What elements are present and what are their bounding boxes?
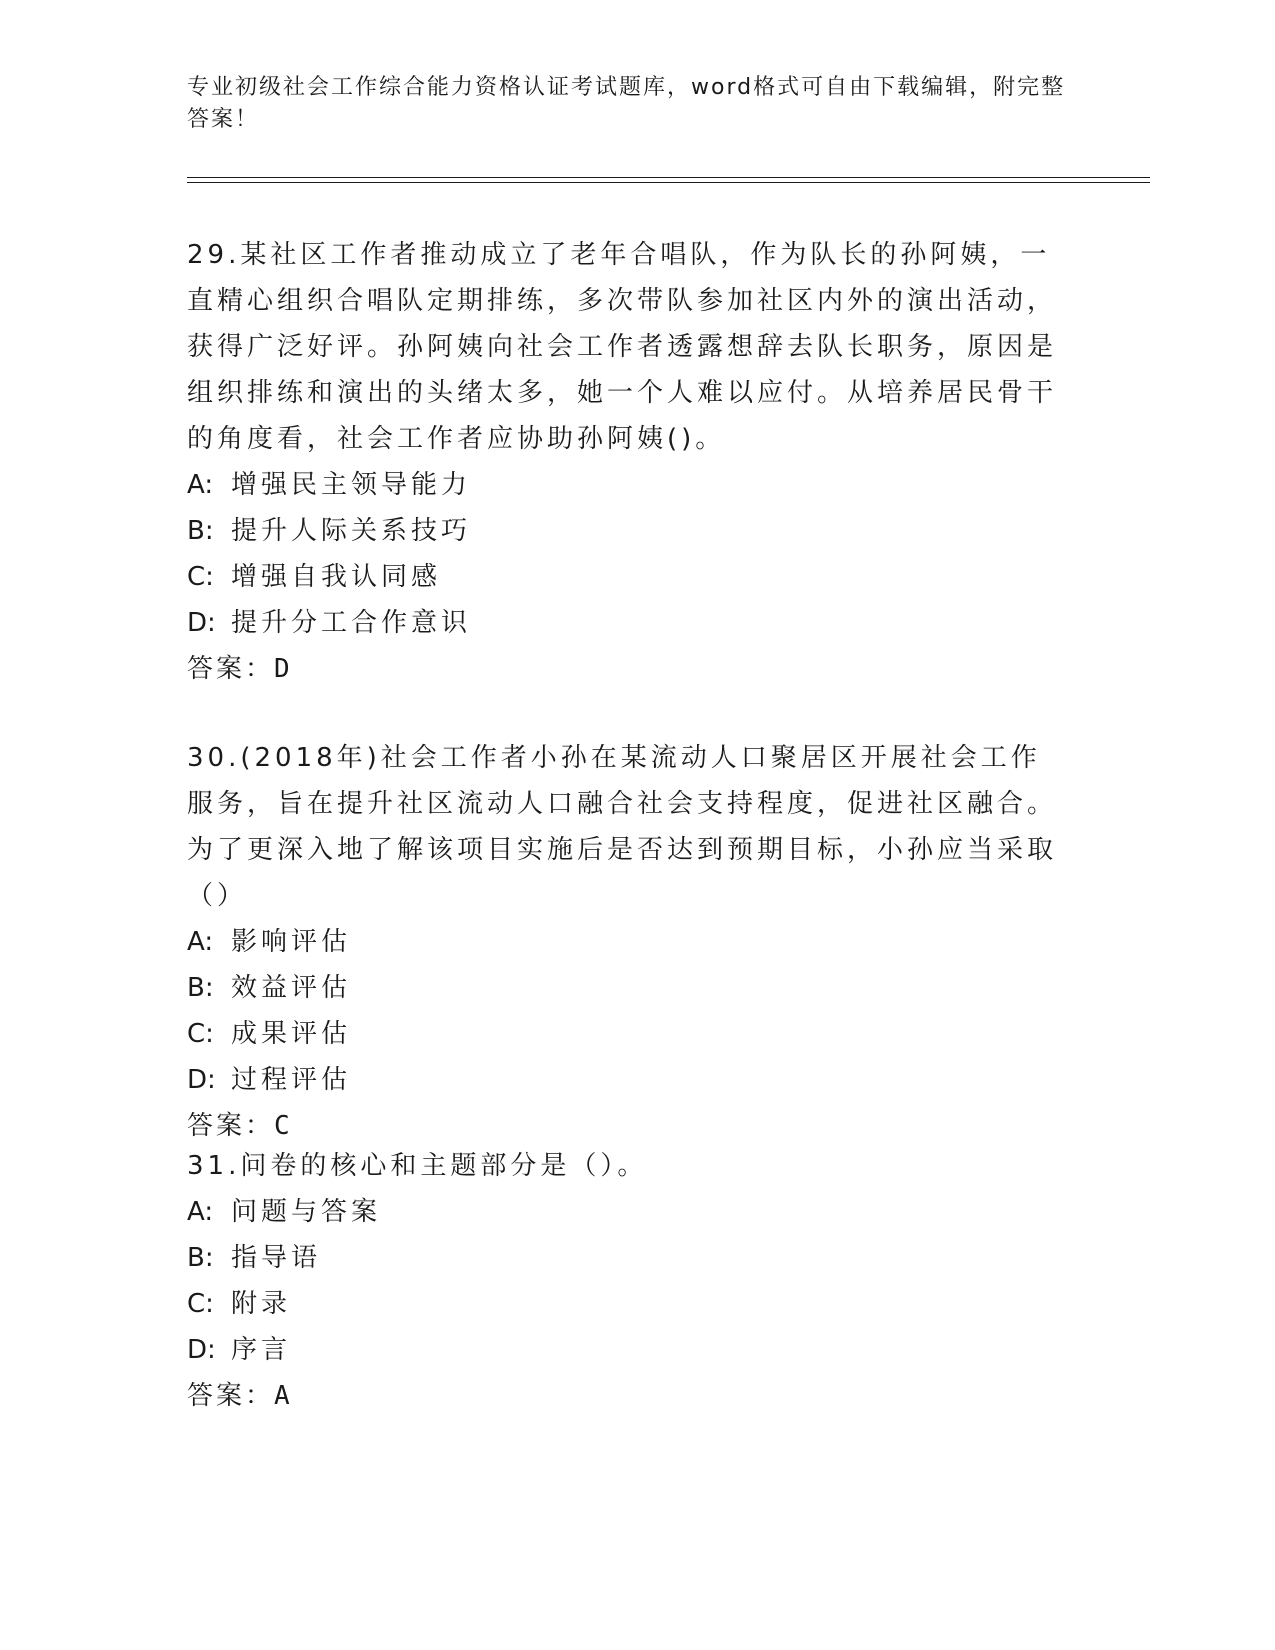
answer-value: A [274,1381,291,1411]
option-letter: B: [187,1243,214,1273]
option-c [187,1281,1067,1327]
option-a [187,1189,1067,1235]
option-letter: D: [187,1335,216,1365]
option-letter: B: [187,973,214,1003]
question-29 [187,232,1067,692]
question-stem: 30.(2018年)社会工作者小孙在某流动人口聚居区开展社会工作服务，旨在提升社区流动人口融合社会支持程度，促进社区融合。为了更深入地了解该项目实施后是否达到预期目标，小孙应当采取（） [187,743,1058,911]
header-divider-top [187,177,1150,178]
option-letter: D: [187,1065,216,1095]
option-a [187,919,1067,965]
option-letter: C: [187,1289,214,1319]
option-text: 指导语 [231,1243,322,1273]
question-stem: 31.问卷的核心和主题部分是（）。 [187,1151,648,1181]
option-d [187,1327,1067,1373]
option-text: 问题与答案 [231,1197,382,1227]
option-a [187,462,1067,508]
question-30 [187,735,1067,1149]
option-letter: C: [187,1019,214,1049]
option-text: 过程评估 [231,1065,352,1095]
option-d [187,1057,1067,1103]
option-c [187,554,1067,600]
option-letter: B: [187,516,214,546]
answer-value: D [274,654,291,684]
option-letter: A: [187,927,214,957]
option-letter: A: [187,470,214,500]
option-text: 影响评估 [231,927,352,957]
option-b [187,508,1067,554]
answer-label: 答案： [187,1381,275,1411]
option-text: 成果评估 [231,1019,352,1049]
option-text: 效益评估 [231,973,352,1003]
option-text: 增强民主领导能力 [231,470,472,500]
option-letter: C: [187,562,214,592]
option-text: 提升分工合作意识 [231,608,472,638]
option-b [187,965,1067,1011]
question-31 [187,1143,1067,1419]
option-text: 附录 [231,1289,292,1319]
question-stem: 29.某社区工作者推动成立了老年合唱队，作为队长的孙阿姨，一直精心组织合唱队定期排练，多次带队参加社区内外的演出活动，获得广泛好评。孙阿姨向社会工作者透露想辞去队长职务，原因是组织排练和演出的头绪太多，她一个人难以应付。从培养居民骨干的角度看，社会工作者应协助孙阿姨()。 [187,240,1058,454]
option-letter: A: [187,1197,214,1227]
header-divider-bottom [187,182,1150,183]
answer-label: 答案： [187,1111,275,1141]
option-text: 增强自我认同感 [231,562,442,592]
answer-label: 答案： [187,654,275,684]
answer-line [187,646,1067,692]
option-d [187,600,1067,646]
option-c [187,1011,1067,1057]
option-letter: D: [187,608,216,638]
answer-line [187,1373,1067,1419]
option-b [187,1235,1067,1281]
answer-value: C [274,1111,291,1141]
document-header: 专业初级社会工作综合能力资格认证考试题库，word格式可自由下载编辑，附完整答案！ [187,75,1066,132]
option-text: 序言 [231,1335,292,1365]
option-text: 提升人际关系技巧 [231,516,472,546]
